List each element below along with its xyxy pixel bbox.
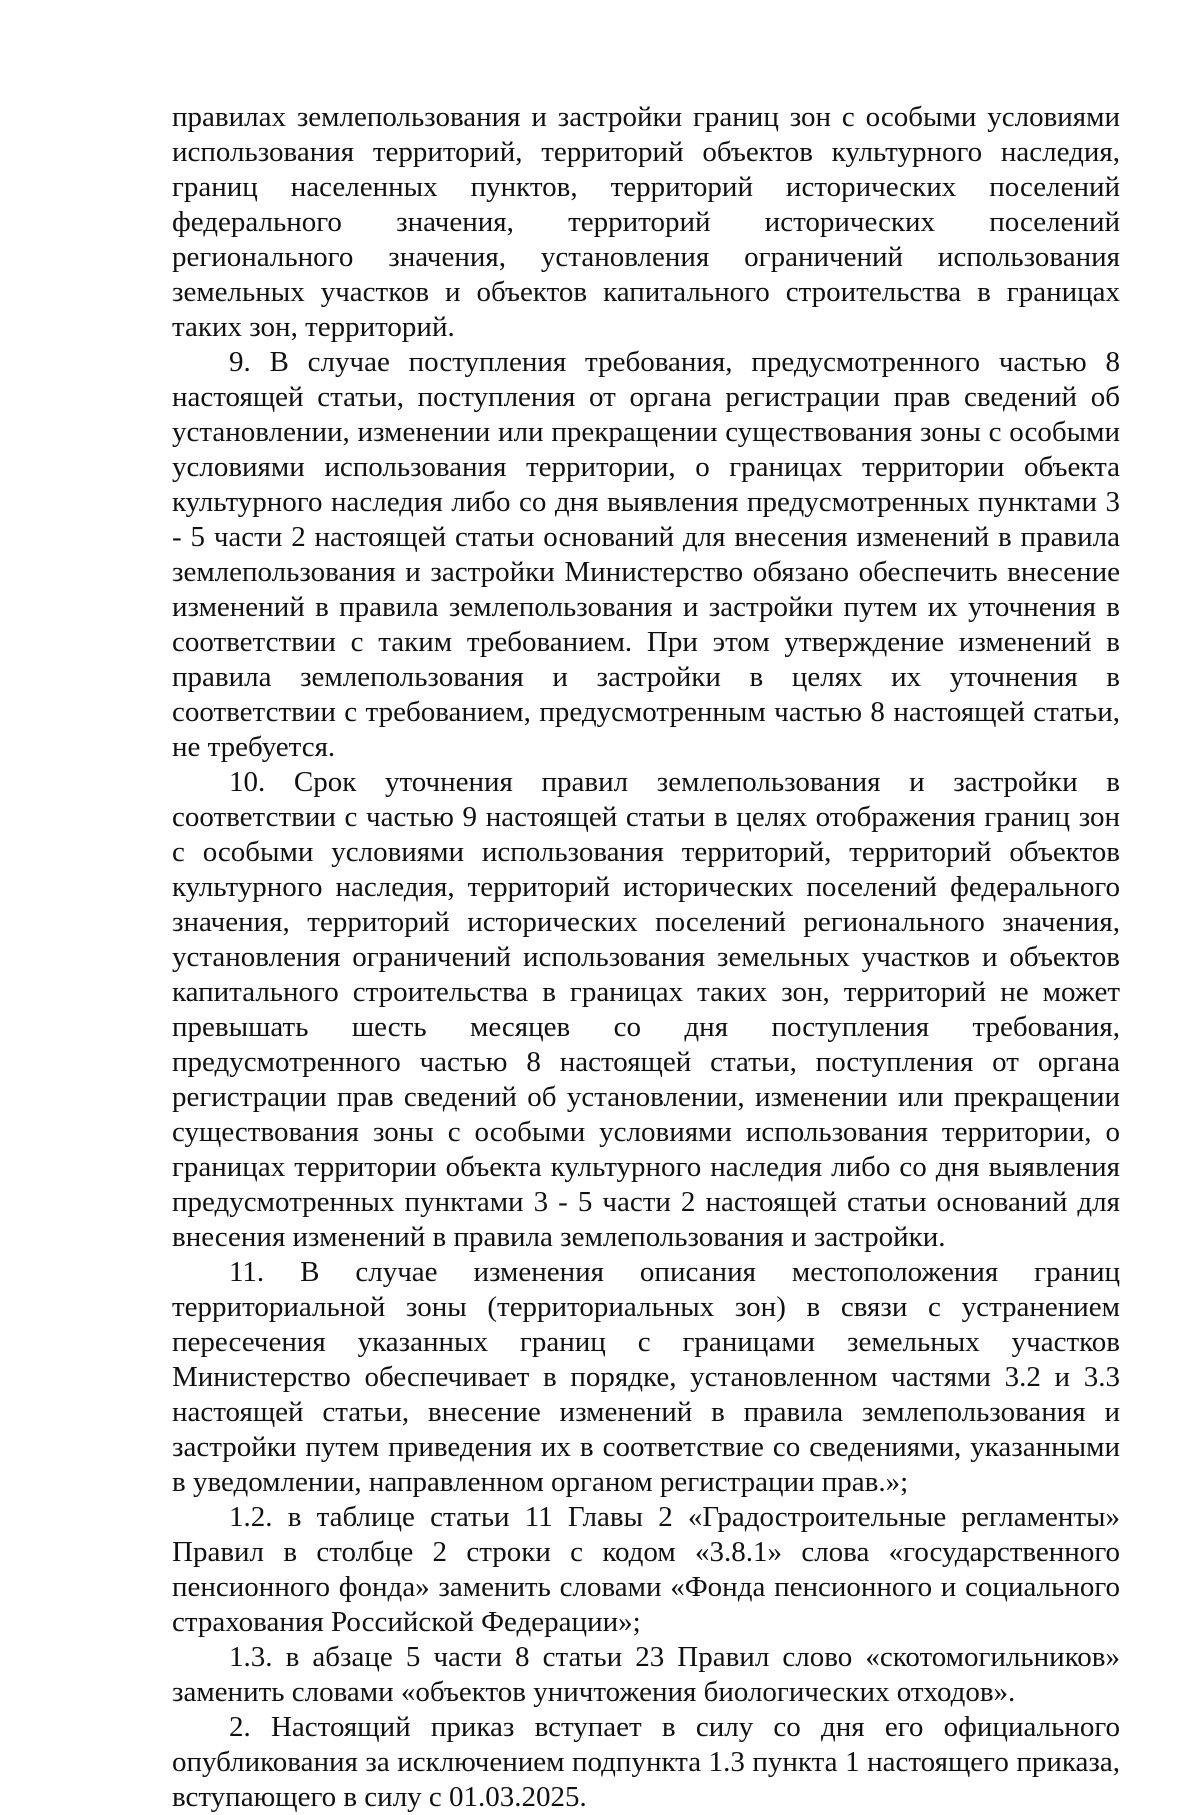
paragraph-item-9: 9. В случае поступления требования, предусмотренного частью 8 настоящей статьи, поступления от органа регистрации прав сведений об установлении, изменении или прекращении существования зоны с особыми условиями использования территории, о границах территории объекта культурного наследия либо со дня выявления предусмотренных пунктами 3 - 5 части 2 настоящей статьи оснований для внесения изменений в правила землепользования и застройки Министерство обязано обеспечить внесение изменений в правила землепользования и застройки путем их уточнения в соответствии с таким требованием. При этом утверждение изменений в правила землепользования и застройки в целях их уточнения в соответствии с требованием, предусмотренным частью 8 настоящей статьи, не требуется. <box>172 346 1120 763</box>
paragraph-item-11: 11. В случае изменения описания местоположения границ территориальной зоны (территориальных зон) в связи с устранением пересечения указанных границ с границами земельных участков Министерство обеспечивает в порядке, установленном частями 3.2 и 3.3 настоящей статьи, внесение изменений в правила землепользования и застройки путем приведения их в соответствие со сведениями, указанными в уведомлении, направленном органом регистрации прав.»; <box>172 1256 1120 1498</box>
paragraph-item-2: 2. Настоящий приказ вступает в силу со дня его официального опубликования за исключением подпункта 1.3 пункта 1 настоящего приказа, вступающего в силу с 01.03.2025. <box>172 1711 1120 1813</box>
paragraph-continuation: правилах землепользования и застройки границ зон с особыми условиями использования территорий, территорий объектов культурного наследия, границ населенных пунктов, территорий исторических поселений федерального значения, территорий исторических поселений регионального значения, установления ограничений использования земельных участков и объектов капитального строительства в границах таких зон, территорий. <box>172 101 1120 343</box>
paragraph-item-1-2: 1.2. в таблице статьи 11 Главы 2 «Градостроительные регламенты» Правил в столбце 2 строки с кодом «3.8.1» слова «государственного пенсионного фонда» заменить словами «Фонда пенсионного и социального страхования Российской Федерации»; <box>172 1501 1120 1638</box>
paragraph-item-1-3: 1.3. в абзаце 5 части 8 статьи 23 Правил слово «скотомогильников» заменить словами «объектов уничтожения биологических отходов». <box>172 1641 1120 1708</box>
paragraph-item-10: 10. Срок уточнения правил землепользования и застройки в соответствии с частью 9 настоящей статьи в целях отображения границ зон с особыми условиями использования территорий, территорий объектов культурного наследия, территорий исторических поселений федерального значения, территорий исторических поселений регионального значения, установления ограничений использования земельных участков и объектов капитального строительства в границах таких зон, территорий не может превышать шесть месяцев со дня поступления требования, предусмотренного частью 8 настоящей статьи, поступления от органа регистрации прав сведений об установлении, изменении или прекращении существования зоны с особыми условиями использования территории, о границах территории объекта культурного наследия либо со дня выявления предусмотренных пунктами 3 - 5 части 2 настоящей статьи оснований для внесения изменений в правила землепользования и застройки. <box>172 766 1120 1253</box>
document-page <box>172 100 1120 1815</box>
